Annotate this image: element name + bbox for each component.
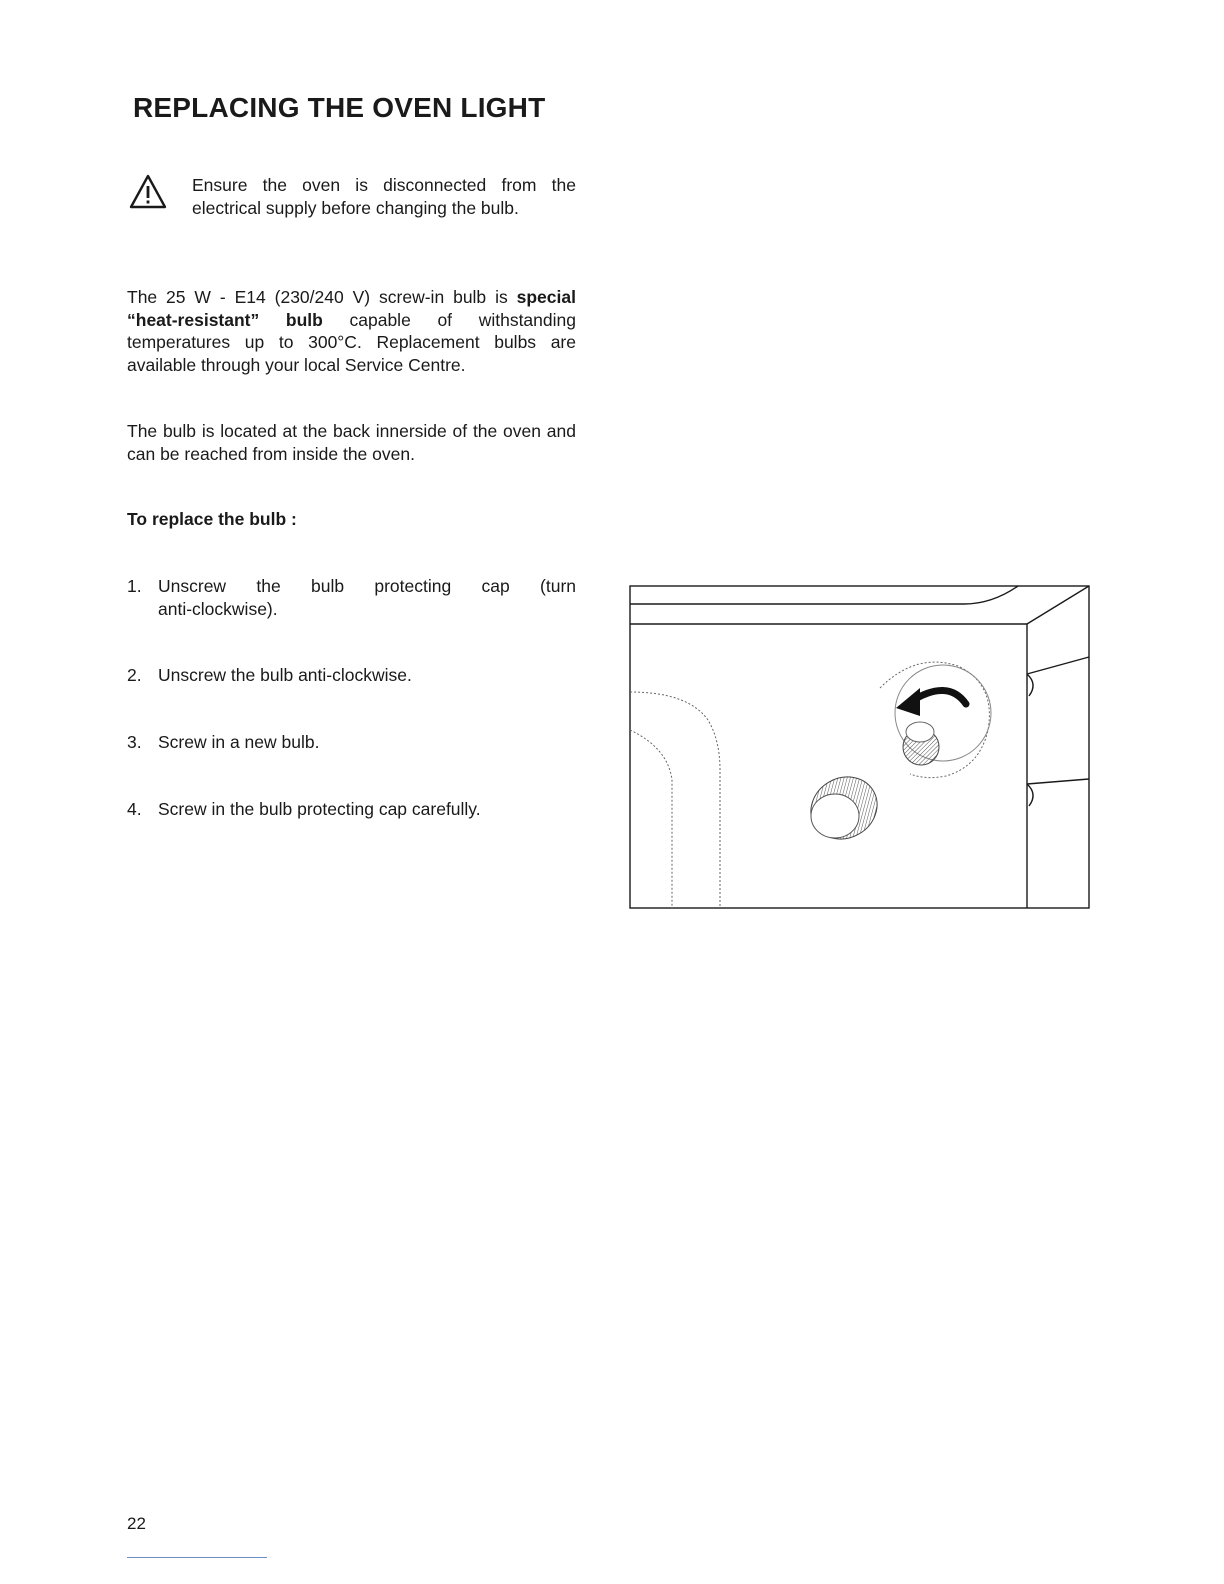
step-text: Screw in the bulb protecting cap carefully. xyxy=(158,799,481,819)
step-text: Screw in a new bulb. xyxy=(158,732,320,752)
bulb-info-paragraph xyxy=(127,286,576,376)
step-text-line-1: Unscrew the bulb protecting cap (turn xyxy=(158,576,576,596)
bulb-info-rest: capable of withstanding temperatures up to 300°C. Replacement bulbs are available through your local Service Centre. xyxy=(127,309,576,375)
footer-rule xyxy=(127,1557,267,1558)
warning-text: Ensure the oven is disconnected from the electrical supply before changing the bulb. xyxy=(192,175,576,218)
step-number: 1. xyxy=(127,576,142,596)
step-text: Unscrew the bulb anti-clockwise. xyxy=(158,665,412,685)
bulb-info-intro: The 25 W - E14 (230/240 V) screw-in bulb is xyxy=(127,287,508,307)
bulb-info-bold-heat-resistant: “heat-resistant” bulb xyxy=(127,309,323,330)
bulb-info-bold-special: special xyxy=(516,287,576,307)
procedure-step-4 xyxy=(127,798,576,821)
oven-light-diagram xyxy=(628,580,1092,912)
step-number: 3. xyxy=(127,732,142,752)
step-text-line-2: anti-clockwise). xyxy=(158,599,278,619)
bulb-location-paragraph: The bulb is located at the back innerside of the oven and can be reached from inside the oven. xyxy=(127,421,576,464)
page-title: REPLACING THE OVEN LIGHT xyxy=(133,92,546,123)
step-number: 2. xyxy=(127,665,142,685)
step-number: 4. xyxy=(127,799,142,819)
procedure-step-1 xyxy=(127,575,576,621)
procedure-heading: To replace the bulb : xyxy=(127,509,297,529)
procedure-step-2 xyxy=(127,664,576,687)
procedure-step-3 xyxy=(127,731,576,754)
warning-triangle-icon xyxy=(129,174,167,210)
page-number: 22 xyxy=(127,1514,146,1533)
